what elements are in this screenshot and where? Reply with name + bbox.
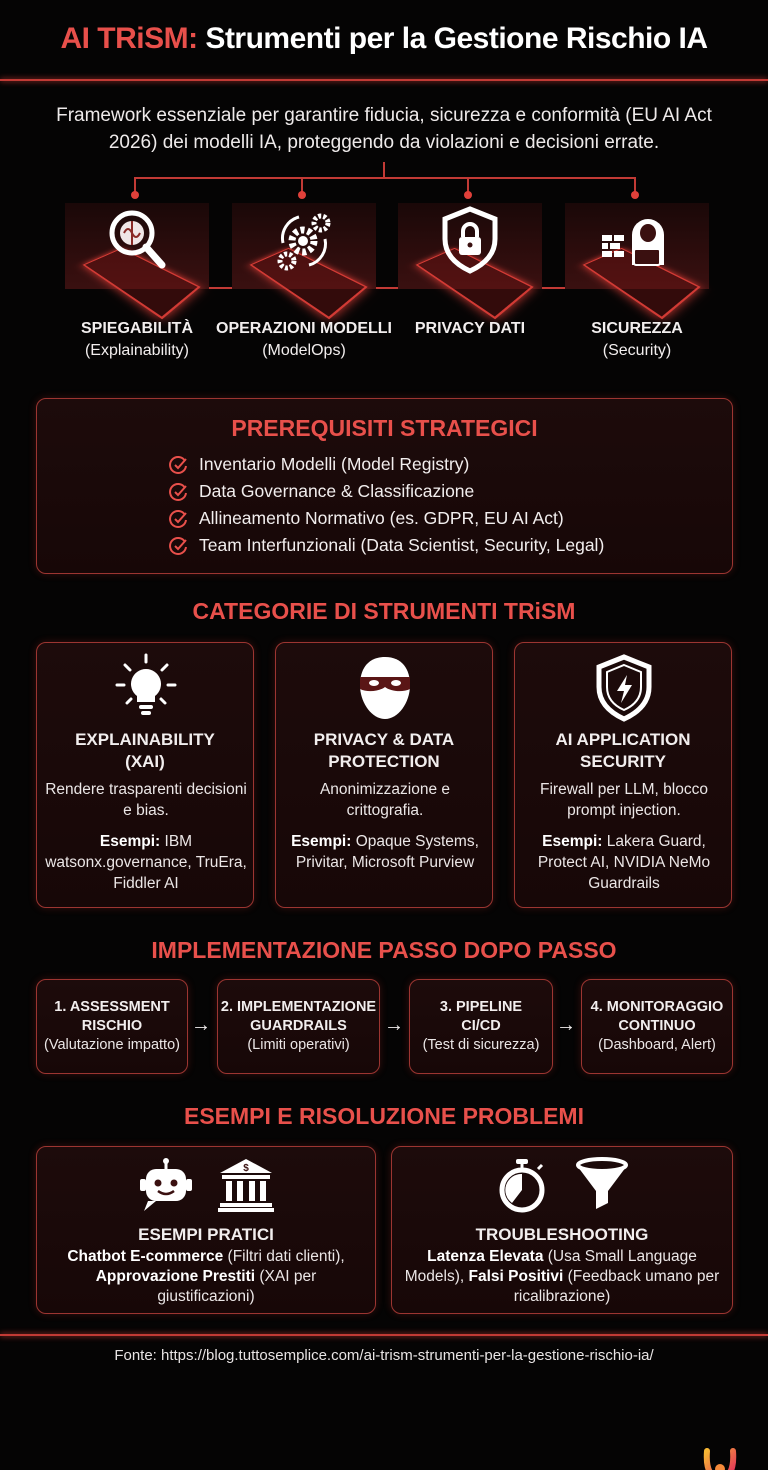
category-name: PRIVACY & DATA PROTECTION bbox=[313, 730, 455, 771]
hacker-firewall-icon bbox=[602, 205, 672, 275]
examples-title: ESEMPI E RISOLUZIONE PROBLEMI bbox=[184, 1103, 584, 1129]
list-item: Allineamento Normativo (es. GDPR, EU AI Act) bbox=[169, 505, 604, 532]
shield-bolt-icon bbox=[589, 653, 659, 723]
category-desc: Rendere trasparenti decisioni e bias. bbox=[45, 781, 247, 819]
category-name: EXPLAINABILITY (XAI) bbox=[75, 730, 215, 771]
lightbulb-icon bbox=[111, 653, 181, 723]
categories-title: CATEGORIE DI STRUMENTI TRiSM bbox=[192, 598, 576, 624]
category-desc: Anonimizzazione e crittografia. bbox=[319, 781, 451, 819]
chatbot-icon bbox=[138, 1157, 194, 1213]
source-link[interactable]: Fonte: https://blog.tuttosemplice.com/ai-trism-strumenti-per-la-gestione-rischio-ia/ bbox=[114, 1347, 654, 1364]
title-rest: Strumenti per la Gestione Rischio IA bbox=[197, 22, 708, 55]
page-title bbox=[0, 22, 768, 56]
funnel-icon bbox=[574, 1157, 630, 1213]
arrow-icon: → bbox=[191, 1014, 211, 1036]
prerequisites-card bbox=[36, 398, 733, 574]
pillar-security bbox=[562, 195, 712, 365]
category-examples: Esempi: IBM watsonx.governance, TruEra, Fiddler AI bbox=[45, 833, 247, 892]
gears-cycle-icon bbox=[269, 205, 339, 275]
prerequisites-list bbox=[169, 451, 604, 559]
category-card-privacy bbox=[275, 642, 493, 908]
pillar-title: OPERAZIONI MODELLI bbox=[216, 320, 392, 337]
list-item: Data Governance & Classificazione bbox=[169, 478, 604, 505]
category-card-xai bbox=[36, 642, 254, 908]
category-examples: Esempi: Opaque Systems, Privitar, Microsoft Purview bbox=[291, 833, 479, 871]
category-desc: Firewall per LLM, blocco prompt injection. bbox=[540, 781, 708, 819]
practical-examples-title: ESEMPI PRATICI bbox=[138, 1225, 274, 1244]
pillar-privacy bbox=[395, 195, 545, 365]
check-circle-icon bbox=[169, 536, 189, 556]
top-divider bbox=[0, 79, 768, 81]
connector-bar bbox=[134, 177, 636, 179]
check-circle-icon bbox=[169, 455, 189, 475]
masked-face-icon bbox=[350, 653, 420, 723]
list-item: Inventario Modelli (Model Registry) bbox=[169, 451, 604, 478]
troubleshooting-body: Latenza Elevata (Usa Small Language Models), Falsi Positivi (Feedback umano per ricalibrazione) bbox=[404, 1248, 720, 1305]
check-circle-icon bbox=[169, 509, 189, 529]
shield-lock-icon bbox=[435, 205, 505, 275]
subtitle: Framework essenziale per garantire fiducia, sicurezza e conformità (EU AI Act 2026) dei modelli IA, proteggendo da violazioni e decisioni errate. bbox=[56, 105, 712, 153]
connector-trunk bbox=[383, 162, 385, 178]
troubleshooting-card bbox=[391, 1146, 733, 1314]
pillar-title: SPIEGABILITÀ bbox=[80, 320, 193, 337]
category-examples: Esempi: Lakera Guard, Protect AI, NVIDIA NeMo Guardrails bbox=[537, 833, 711, 892]
pillar-explainability bbox=[62, 195, 212, 365]
stopwatch-icon bbox=[494, 1157, 550, 1213]
bottom-divider bbox=[0, 1334, 768, 1336]
category-name: AI APPLICATION SECURITY bbox=[555, 730, 691, 771]
check-circle-icon bbox=[169, 482, 189, 502]
step-3: 3. PIPELINE CI/CD (Test di sicurezza) bbox=[409, 979, 553, 1074]
list-item: Team Interfunzionali (Data Scientist, Security, Legal) bbox=[169, 532, 604, 559]
pillar-subtitle: (ModelOps) bbox=[262, 342, 346, 359]
pillar-modelops bbox=[216, 195, 392, 365]
pillars-row bbox=[62, 195, 706, 365]
arrow-icon: → bbox=[556, 1014, 576, 1036]
step-2: 2. IMPLEMENTAZIONE GUARDRAILS (Limiti operativi) bbox=[217, 979, 380, 1074]
practical-examples-body: Chatbot E-commerce (Filtri dati clienti), Approvazione Prestiti (XAI per giustificazioni) bbox=[67, 1248, 345, 1305]
brand-logo-icon bbox=[703, 1447, 737, 1470]
svg-text:$: $ bbox=[243, 1163, 249, 1174]
practical-examples-card bbox=[36, 1146, 376, 1314]
pillar-subtitle: (Explainability) bbox=[84, 342, 190, 359]
category-card-security bbox=[514, 642, 732, 908]
pillar-title: SICUREZZA bbox=[591, 320, 683, 337]
bank-icon bbox=[218, 1157, 274, 1213]
pillar-subtitle: (Security) bbox=[602, 342, 672, 359]
prerequisites-title: PREREQUISITI STRATEGICI bbox=[231, 415, 538, 441]
title-accent: AI TRiSM: bbox=[60, 22, 198, 55]
step-1: 1. ASSESSMENT RISCHIO (Valutazione impatto) bbox=[36, 979, 188, 1074]
troubleshooting-title: TROUBLESHOOTING bbox=[475, 1225, 649, 1244]
step-4: 4. MONITORAGGIO CONTINUO (Dashboard, Alert) bbox=[581, 979, 733, 1074]
arrow-icon: → bbox=[384, 1014, 404, 1036]
implementation-title: IMPLEMENTAZIONE PASSO DOPO PASSO bbox=[151, 937, 617, 963]
pillar-title: PRIVACY DATI bbox=[414, 320, 526, 337]
brain-magnifier-icon bbox=[102, 205, 172, 275]
